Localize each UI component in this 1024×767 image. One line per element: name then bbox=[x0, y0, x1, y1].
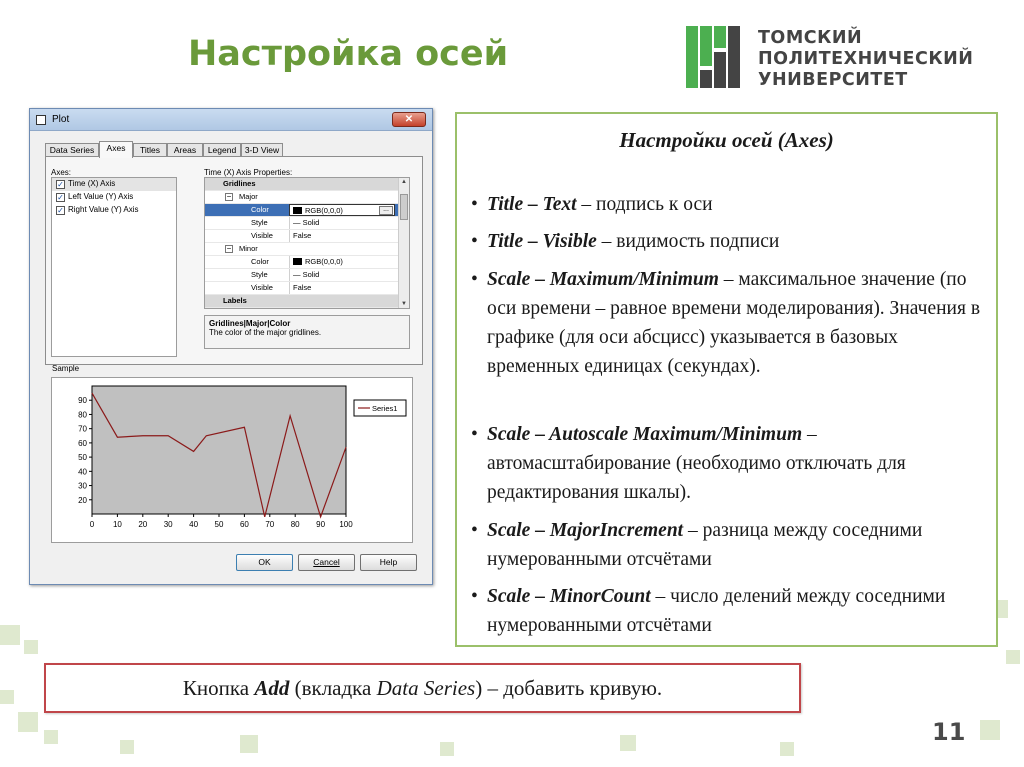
collapse-icon[interactable]: − bbox=[226, 244, 232, 253]
page-number: 11 bbox=[932, 718, 966, 746]
property-category: Labels bbox=[205, 295, 399, 307]
note-tab-name: Data Series bbox=[376, 676, 476, 700]
bullet-term: Scale – Maximum/Minimum bbox=[487, 269, 719, 290]
x-tick-label: 70 bbox=[265, 520, 275, 529]
bullet-text: – подпись к оси bbox=[576, 194, 713, 215]
property-value-text: RGB(0,0,0) bbox=[305, 257, 343, 266]
note-text: ) – добавить кривую. bbox=[475, 676, 663, 700]
info-bullet: • Scale – Autoscale Maximum/Minimum – автомасштабирование (необходимо отключать для редактирования шкалы). bbox=[471, 424, 906, 503]
x-tick-label: 0 bbox=[89, 520, 95, 529]
info-title: Настройки осей (Axes) bbox=[619, 128, 834, 152]
axes-list-item[interactable] bbox=[52, 178, 176, 191]
x-tick-label: 40 bbox=[189, 520, 199, 529]
x-tick-label: 90 bbox=[316, 520, 326, 529]
x-tick-label: 10 bbox=[112, 520, 122, 529]
property-description bbox=[204, 315, 410, 349]
bottom-note bbox=[44, 663, 801, 713]
checkbox[interactable]: ✓ bbox=[57, 180, 64, 189]
y-tick-label: 90 bbox=[78, 396, 87, 406]
logo-line: ТОМСКИЙ bbox=[758, 28, 863, 48]
bullet-term: Scale – Autoscale Maximum/Minimum bbox=[487, 424, 803, 445]
x-tick-label: 80 bbox=[290, 520, 300, 529]
tab-titles[interactable]: Titles bbox=[133, 143, 167, 157]
property-value-text: RGB(0,0,0) bbox=[305, 206, 343, 215]
bullet-text: – максимальное значение (по оси времени – равное времени моделирования). Значения в графике (для оси абсцисс) указывается в базовых временных единицах (секундах). bbox=[487, 269, 981, 377]
tab-axes[interactable]: Axes bbox=[99, 141, 133, 158]
axes-settings-info bbox=[455, 112, 998, 647]
property-value-color[interactable] bbox=[289, 204, 395, 216]
cancel-button[interactable]: Cancel bbox=[298, 554, 355, 571]
decor-square bbox=[440, 742, 454, 756]
decor-square bbox=[1006, 650, 1020, 664]
x-tick-label: 60 bbox=[239, 520, 249, 529]
sample-label: Sample bbox=[52, 364, 80, 373]
x-tick-label: 50 bbox=[214, 520, 224, 529]
decor-square bbox=[780, 742, 794, 756]
slide-title: Настройка осей bbox=[188, 34, 509, 74]
property-key[interactable]: Style bbox=[251, 218, 268, 227]
axes-list-item[interactable] bbox=[52, 191, 176, 204]
property-value[interactable]: — Solid bbox=[289, 217, 395, 229]
property-value[interactable]: False bbox=[289, 230, 395, 242]
properties-label: Time (X) Axis Properties: bbox=[204, 168, 293, 177]
property-value-color[interactable] bbox=[289, 256, 395, 268]
close-button[interactable]: ✕ bbox=[392, 112, 426, 127]
axes-list[interactable] bbox=[51, 177, 177, 357]
y-tick-label: 30 bbox=[78, 481, 87, 491]
ok-button[interactable]: OK bbox=[236, 554, 293, 571]
bullet-text: – автомасштабирование (необходимо отключать для редактирования шкалы). bbox=[487, 424, 906, 503]
property-grid[interactable] bbox=[204, 177, 410, 309]
bullet-text: – видимость подписи bbox=[596, 231, 780, 252]
decor-square bbox=[620, 735, 636, 751]
property-category: Gridlines bbox=[205, 178, 399, 190]
tab-areas[interactable]: Areas bbox=[167, 143, 203, 157]
scrollbar-thumb[interactable] bbox=[400, 194, 408, 220]
sample-chart bbox=[52, 378, 412, 542]
dialog-title: Plot bbox=[52, 114, 70, 125]
bullet-term: Title – Text bbox=[487, 194, 577, 215]
decor-square bbox=[980, 720, 1000, 740]
vertical-scrollbar[interactable] bbox=[398, 178, 409, 308]
dialog-titlebar[interactable] bbox=[30, 109, 432, 131]
logo-line: УНИВЕРСИТЕТ bbox=[758, 70, 908, 90]
y-tick-label: 20 bbox=[78, 495, 87, 505]
decor-square bbox=[240, 735, 258, 753]
legend-label: Series1 bbox=[372, 404, 398, 413]
university-logo-mark bbox=[686, 26, 748, 88]
tab-data-series[interactable]: Data Series bbox=[45, 143, 99, 157]
checkbox[interactable]: ✓ bbox=[57, 206, 64, 215]
property-key[interactable]: Color bbox=[251, 257, 269, 266]
info-bullet: • Scale – Maximum/Minimum – максимальное значение (по оси времени – равное времени моделирования). Значения в графике (для оси абсцисс) указывается в базовых временных единицах (секундах). bbox=[471, 269, 981, 377]
bullet-term: Title – Visible bbox=[487, 231, 597, 252]
axes-item-label: Left Value (Y) Axis bbox=[68, 192, 134, 201]
description-title: Gridlines|Major|Color bbox=[209, 319, 291, 328]
axes-label: Axes: bbox=[51, 168, 72, 177]
property-key[interactable]: Visible bbox=[251, 231, 273, 240]
decor-square bbox=[44, 730, 58, 744]
y-tick-label: 40 bbox=[78, 467, 87, 477]
info-bullet: • Title – Text – подпись к оси bbox=[471, 194, 713, 215]
property-key[interactable]: Visible bbox=[251, 283, 273, 292]
decor-square bbox=[18, 712, 38, 732]
bullet-text: – число делений между соседними нумерованными отсчётами bbox=[487, 586, 946, 636]
decor-square bbox=[120, 740, 134, 754]
y-tick-label: 60 bbox=[78, 438, 87, 448]
note-text: Кнопка bbox=[182, 676, 255, 700]
info-bullet: • Title – Visible – видимость подписи bbox=[471, 231, 780, 252]
color-swatch bbox=[293, 207, 302, 214]
bullet-text: – разница между соседними нумерованными отсчётами bbox=[487, 520, 923, 570]
decor-square bbox=[24, 640, 38, 654]
property-group: Minor bbox=[239, 244, 258, 253]
decor-square bbox=[0, 690, 14, 704]
y-tick-label: 80 bbox=[78, 410, 87, 420]
info-bullet: • Scale – MajorIncrement – разница между соседними нумерованными отсчётами bbox=[471, 520, 923, 570]
y-tick-label: 50 bbox=[78, 453, 87, 463]
property-key[interactable]: Color bbox=[251, 205, 269, 214]
decor-square bbox=[0, 625, 20, 645]
property-group: Major bbox=[239, 192, 258, 201]
bullet-term: Scale – MinorCount bbox=[487, 586, 651, 607]
logo-line: ПОЛИТЕХНИЧЕСКИЙ bbox=[758, 49, 974, 69]
property-key[interactable]: Style bbox=[251, 270, 268, 279]
info-bullet: • Scale – MinorCount – число делений между соседними нумерованными отсчётами bbox=[471, 586, 946, 636]
plot-app-icon bbox=[36, 115, 46, 125]
axes-list-item[interactable] bbox=[52, 204, 176, 217]
x-tick-label: 30 bbox=[163, 520, 173, 529]
bullet-term: Scale – MajorIncrement bbox=[487, 520, 684, 541]
university-logo bbox=[686, 26, 986, 90]
collapse-icon[interactable]: − bbox=[226, 192, 232, 201]
axes-item-label: Time (X) Axis bbox=[68, 179, 116, 188]
scroll-down-icon[interactable]: ▼ bbox=[401, 301, 407, 307]
color-swatch bbox=[293, 258, 302, 265]
description-text: The color of the major gridlines. bbox=[209, 328, 322, 337]
tab-3d-view[interactable]: 3-D View bbox=[241, 143, 283, 157]
property-value[interactable]: — Solid bbox=[289, 269, 395, 281]
sample-chart-frame bbox=[51, 377, 413, 543]
tab-legend[interactable]: Legend bbox=[203, 143, 241, 157]
scroll-up-icon[interactable]: ▲ bbox=[401, 179, 407, 185]
plot-area bbox=[92, 386, 346, 514]
y-tick-label: 70 bbox=[78, 424, 87, 434]
help-button[interactable]: Help bbox=[360, 554, 417, 571]
note-term: Add bbox=[254, 676, 290, 700]
axes-item-label: Right Value (Y) Axis bbox=[68, 205, 139, 214]
x-tick-label: 100 bbox=[339, 520, 353, 529]
ellipsis-button[interactable]: ... bbox=[379, 206, 393, 215]
plot-dialog bbox=[29, 108, 433, 585]
property-value[interactable]: False bbox=[289, 282, 395, 294]
checkbox[interactable]: ✓ bbox=[57, 193, 64, 202]
note-text: (вкладка bbox=[289, 676, 377, 700]
x-tick-label: 20 bbox=[138, 520, 148, 529]
